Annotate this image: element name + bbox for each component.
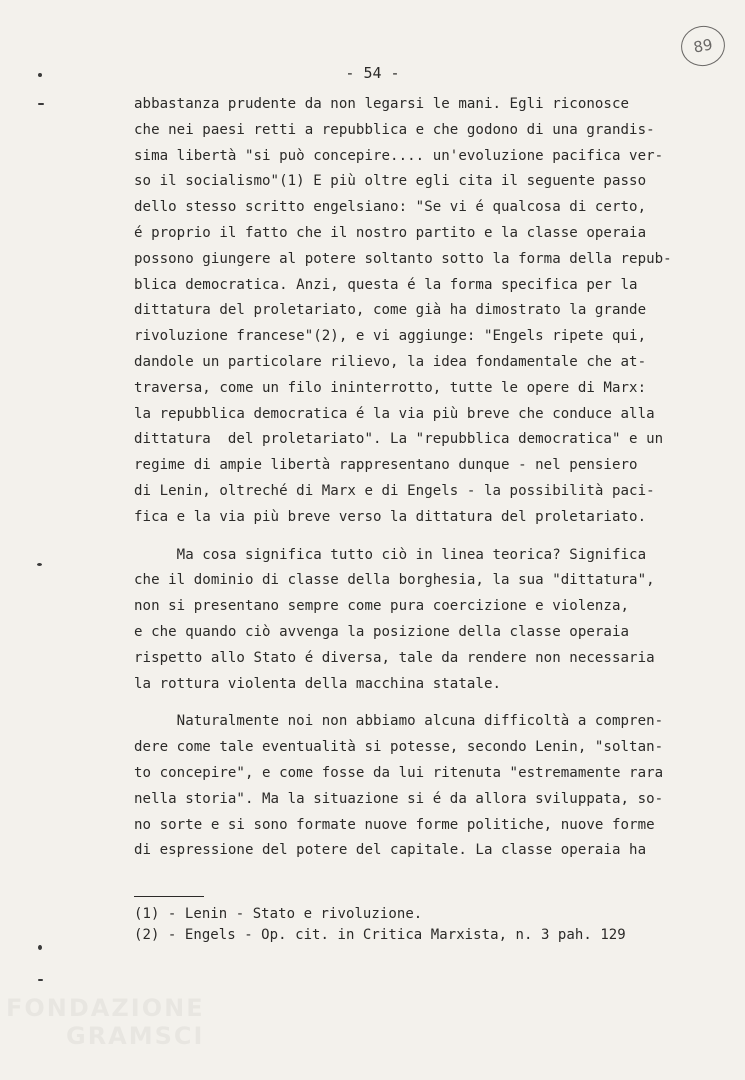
paragraph-3 [134, 709, 684, 864]
watermark-line [6, 994, 221, 1022]
text-line: fica e la via più breve verso la dittatura del proletariato. [134, 508, 647, 525]
margin-punch-mark [38, 979, 43, 981]
text-line: rispetto allo Stato é diversa, tale da rendere non necessaria [134, 649, 655, 666]
archive-page-number-stamp: 89 [678, 22, 728, 69]
text-line: dittatura del proletariato, come già ha dimostrato la grande [134, 302, 647, 319]
watermark-line [6, 1022, 221, 1050]
body-text [134, 92, 684, 876]
text-line: blica democratica. Anzi, questa é la forma specifica per la [134, 276, 638, 293]
text-line: che nei paesi retti a repubblica e che godono di una grandis- [134, 121, 655, 138]
page-number: - 54 - [345, 64, 400, 82]
text-line: che il dominio di classe della borghesia, la sua "dittatura", [134, 572, 655, 589]
margin-punch-mark [38, 73, 42, 77]
text-line: abbastanza prudente da non legarsi le mani. Egli riconosce [134, 96, 630, 112]
text-line: di Lenin, oltreché di Marx e di Engels - la possibilità paci- [134, 482, 655, 499]
footnote-1: (1) - Lenin - Stato e rivoluzione. [134, 906, 423, 922]
text-line: la rottura violenta della macchina statale. [134, 675, 502, 692]
footnote-divider [134, 896, 204, 897]
margin-punch-mark [37, 563, 42, 566]
text-line: rivoluzione francese"(2), e vi aggiunge: "Engels ripete qui, [134, 328, 647, 345]
archive-watermark [6, 994, 221, 1050]
text-line: Naturalmente noi non abbiamo alcuna difficoltà a compren- [134, 713, 664, 730]
text-line: possono giungere al potere soltanto sotto la forma della repub- [134, 250, 672, 267]
text-line: é proprio il fatto che il nostro partito e la classe operaia [134, 224, 647, 241]
text-line: no sorte e si sono formate nuove forme politiche, nuove forme [134, 816, 655, 833]
text-line: la repubblica democratica é la via più breve che conduce alla [134, 405, 655, 422]
text-line: traversa, come un filo ininterrotto, tutte le opere di Marx: [134, 379, 647, 396]
text-line: non si presentano sempre come pura coercizione e violenza, [134, 598, 630, 615]
footnote-2: (2) - Engels - Op. cit. in Critica Marxista, n. 3 pah. 129 [134, 927, 626, 943]
footnotes [134, 904, 694, 946]
paragraph-1 [134, 92, 684, 531]
text-line: dello stesso scritto engelsiano: "Se vi é qualcosa di certo, [134, 199, 647, 216]
text-line: di espressione del potere del capitale. La classe operaia ha [134, 842, 647, 859]
text-line: dandole un particolare rilievo, la idea fondamentale che at- [134, 353, 647, 370]
text-line: nella storia". Ma la situazione si é da allora sviluppata, so- [134, 790, 664, 807]
text-line: to concepire", e come fosse da lui ritenuta "estremamente rara [134, 764, 664, 781]
paragraph-2 [134, 543, 684, 698]
margin-punch-mark [38, 945, 42, 950]
text-line: so il socialismo"(1) E più oltre egli cita il seguente passo [134, 173, 647, 190]
text-line: sima libertà "si può concepire.... un'evoluzione pacifica ver- [134, 147, 664, 164]
margin-punch-mark [38, 103, 44, 105]
text-line: e che quando ciò avvenga la posizione della classe operaia [134, 623, 630, 640]
text-line: regime di ampie libertà rappresentano dunque - nel pensiero [134, 457, 638, 474]
text-line: Ma cosa significa tutto ciò in linea teorica? Significa [134, 546, 647, 563]
text-line: dittatura del proletariato". La "repubblica democratica" e un [134, 431, 664, 448]
text-line: dere come tale eventualità si potesse, secondo Lenin, "soltan- [134, 739, 664, 756]
